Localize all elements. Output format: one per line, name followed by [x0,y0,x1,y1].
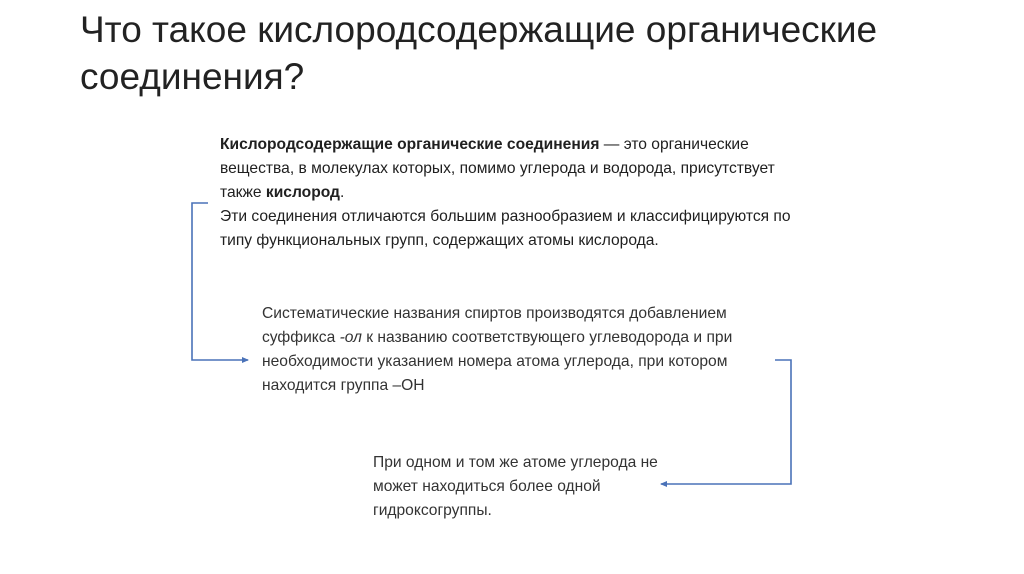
definition-keyword: кислород [265,184,340,201]
restriction-text: При одном и том же атоме углерода не может находиться более одной гидроксогруппы. [373,454,658,519]
naming-rule-text-2: к названию соответствующего углеводорода и при необходимости указанием номера атома углерода, при котором находится группа –ОН [262,329,733,394]
definition-block [220,133,820,253]
naming-rule-block [262,302,752,398]
definition-text-3: Эти соединения отличаются большим разнообразием и классифицируются по типу функциональных групп, содержащих атомы кислорода. [220,208,791,249]
naming-rule-suffix: -ол [339,329,362,346]
definition-text-2: . [339,184,345,201]
slide-title: Что такое кислородсодержащие органические соединения? [80,9,878,97]
restriction-block [373,451,673,523]
definition-text-1: — это органические вещества, в молекулах которых, помимо углерода и водорода, присутствует также [220,136,775,201]
definition-term: Кислородсодержащие органические соединения [220,136,600,153]
naming-rule-text-1: Систематические названия спиртов производятся добавлением суффикса [262,305,727,346]
